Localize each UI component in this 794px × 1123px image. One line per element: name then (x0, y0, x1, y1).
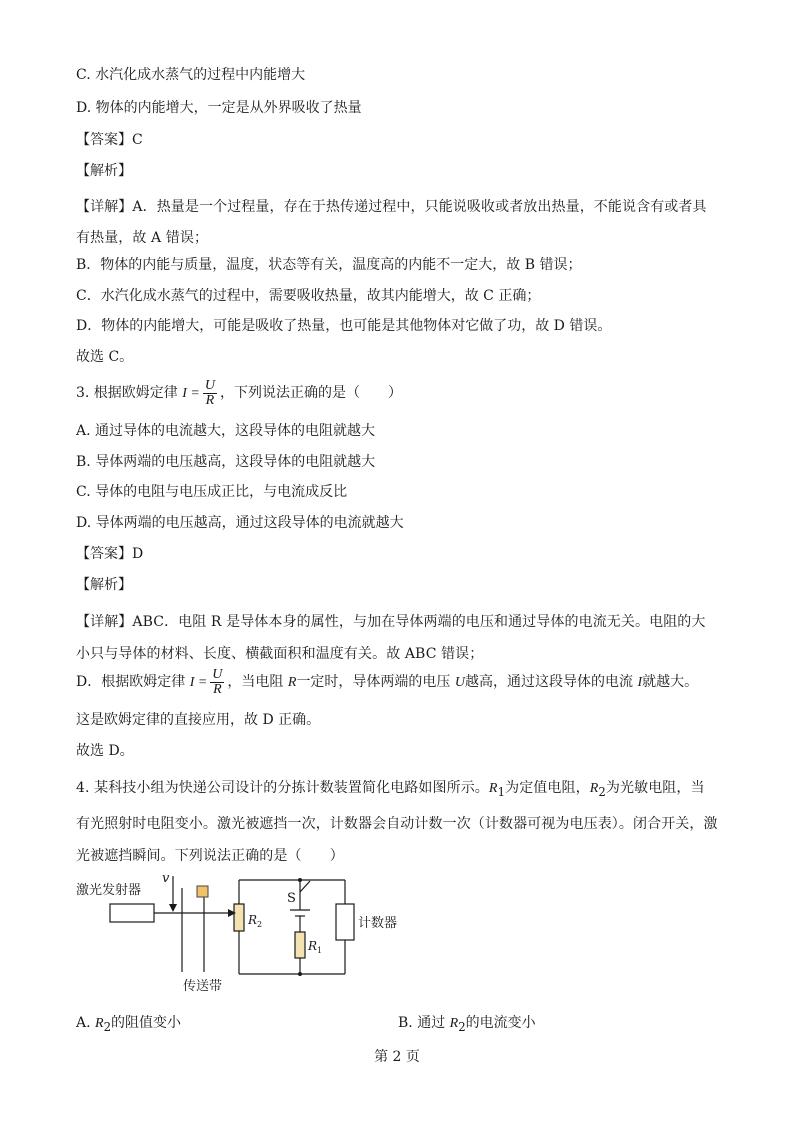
q3-detail-formula-fraction (210, 668, 224, 697)
q4-option-a-sym: R (95, 1016, 104, 1031)
q3-detail-d-mid3: 越高，通过这段导体的电流 (465, 674, 634, 690)
q3-option-c: C. 导体的电阻与电压成正比，与电流成反比 (76, 484, 348, 500)
q3-option-b: B. 导体两端的电压越高，这段导体的电阻就越大 (76, 454, 376, 470)
q3-detail-d-mid1: ，当电阻 (227, 674, 284, 690)
junction-dot-bottom (298, 972, 302, 976)
q3-option-a: A. 通过导体的电流越大，这段导体的电阻就越大 (76, 423, 376, 439)
q4-stem-part3: 为光敏电阻，当有光照射时电阻变小。激光被遮挡一次，计数器会自动计数一次（计数器可视为电压表）。闭合开关，激光被遮挡瞬间。下列说法正确的是（ ） (76, 780, 718, 864)
r2-label-sub: 2 (257, 920, 263, 929)
q3-stem-prefix: 3. 根据欧姆定律 (76, 385, 178, 401)
r1-label-letter: R (308, 939, 318, 953)
belt-label: 传送带 (183, 979, 223, 994)
r2-resistor (234, 904, 244, 931)
q3-stem-suffix: ，下列说法正确的是（ ） (220, 385, 402, 401)
q3-detail-d-prefix: D．根据欧姆定律 (76, 674, 186, 690)
q3-detail-formula-denominator: R (213, 681, 222, 697)
package-box (197, 886, 208, 897)
q3-answer: 【答案】D (76, 546, 144, 562)
laser-emitter-label: 激光发射器 (76, 883, 142, 898)
velocity-label: v (162, 871, 170, 886)
q4-stem-r1-sub: 1 (497, 784, 506, 799)
q3-detail-d (76, 664, 698, 701)
r1-resistor (295, 932, 305, 958)
q2-option-d: D. 物体的内能增大，一定是从外界吸收了热量 (76, 100, 362, 116)
velocity-arrow-head (169, 904, 177, 912)
q3-detail-d-end: 就越大。 (642, 674, 699, 690)
q2-detail-a: 【详解】A．热量是一个过程量，存在于热传递过程中，只能说吸收或者放出热量，不能说含有或者具有热量，故 A 错误； (76, 199, 707, 246)
q4-stem-r2-sub: 2 (598, 784, 606, 799)
q3-detail-line3: 这是欧姆定律的直接应用，故 D 正确。 (76, 712, 321, 728)
q3-detail-d-R: R (287, 675, 297, 690)
r2-label-letter: R (248, 913, 258, 927)
q4-option-b-sub: 2 (458, 1019, 466, 1034)
q4-stem-r2: R (589, 781, 599, 796)
q2-detail-d: D．物体的内能增大，可能是吸收了热量，也可能是其他物体对它做了功，故 D 错误。 (76, 318, 612, 334)
q3-conclusion: 故选 D。 (76, 743, 134, 759)
q2-detail-c: C．水汽化成水蒸气的过程中，需要吸收热量，故其内能增大，故 C 正确； (76, 288, 541, 304)
q3-analysis-label: 【解析】 (76, 577, 132, 593)
q3-detail-d-mid2: 一定时，导体两端的电压 (296, 674, 451, 690)
q4-option-b-sym: R (449, 1016, 459, 1031)
q3-formula-denominator: R (205, 392, 215, 408)
junction-dot-top (298, 878, 302, 882)
r1-label (307, 939, 322, 955)
q4-circuit-figure (70, 866, 410, 996)
q4-stem-part1: 4. 某科技小组为快递公司设计的分拣计数装置简化电路如图所示。 (76, 780, 489, 796)
q3-formula-lhs: I = (182, 386, 200, 401)
q3-detail-d-U: U (454, 675, 466, 690)
q2-analysis-label: 【解析】 (76, 163, 132, 179)
q4-option-b-prefix: B. 通过 (398, 1015, 446, 1031)
q3-detail-formula-lhs: I = (189, 675, 208, 690)
q3-option-d: D. 导体两端的电压越高，通过这段导体的电流就越大 (76, 515, 404, 531)
q3-detail-d-I: I (637, 675, 643, 690)
q3-formula-numerator: U (204, 377, 215, 393)
q4-option-a-sub: 2 (103, 1019, 111, 1034)
q2-detail-b: B．物体的内能与质量，温度，状态等有关，温度高的内能不一定大，故 B 错误； (76, 257, 582, 273)
q4-option-b-text: 的电流变小 (465, 1015, 536, 1031)
q4-stem-r1: R (488, 781, 498, 796)
q4-option-a-prefix: A. (76, 1015, 91, 1031)
q2-answer: 【答案】C (76, 132, 143, 148)
r1-label-sub: 1 (317, 946, 323, 955)
laser-emitter-box (110, 904, 154, 922)
switch-blade (300, 881, 310, 892)
r2-label (247, 913, 262, 929)
q4-stem-part2: 为定值电阻， (505, 780, 590, 796)
counter-label: 计数器 (358, 916, 398, 931)
page-footer: 第 2 页 (374, 1049, 420, 1065)
counter-box (336, 904, 354, 940)
q4-stem (76, 772, 718, 872)
q2-option-c: C. 水汽化成水蒸气的过程中内能增大 (76, 67, 306, 83)
q2-conclusion: 故选 C。 (76, 349, 134, 365)
q3-stem (76, 376, 402, 411)
q3-detail-abc: 【详解】ABC．电阻 R 是导体本身的属性，与加在导体两端的电压和通过导体的电流无关。电阻的大小只与导体的材料、长度、横截面积和温度有关。故 ABC 错误； (76, 614, 706, 662)
q4-option-a (76, 1014, 181, 1036)
q3-detail-formula-numerator: U (212, 666, 223, 682)
switch-label: S (287, 891, 296, 906)
q3-formula-fraction (203, 379, 217, 408)
q4-option-b (398, 1014, 536, 1036)
q4-option-a-text: 的阻值变小 (111, 1015, 181, 1031)
